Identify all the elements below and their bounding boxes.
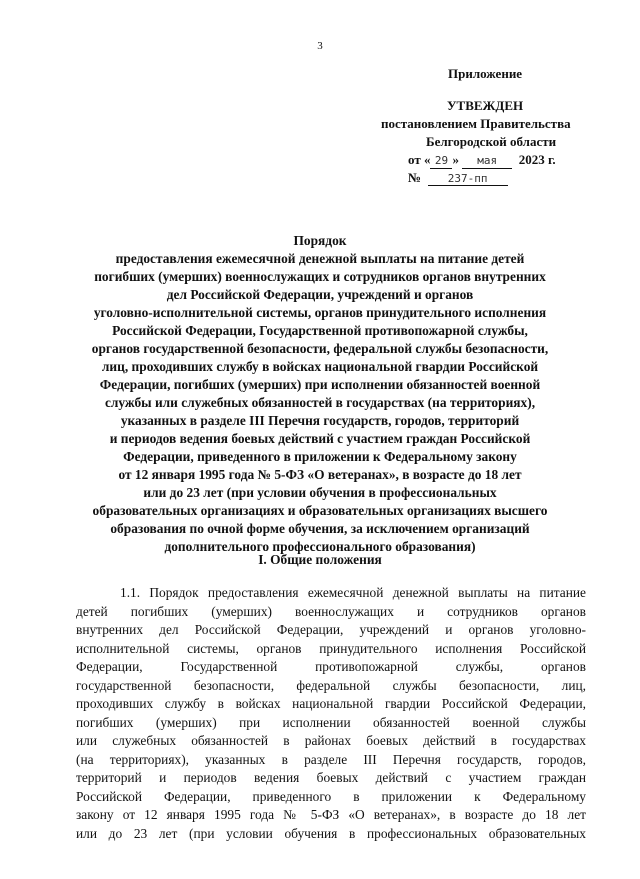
paragraph-1-1 xyxy=(76,584,586,843)
by-resolution-label: постановлением Правительства xyxy=(381,116,571,131)
paragraph-line: Российской Федерации, приведенного в приложении к Федеральному xyxy=(76,788,586,804)
title-line: образовательных организациях и образовательных организациях высшего xyxy=(92,503,548,518)
date-prefix: от « xyxy=(408,152,431,167)
title-line: Федерации, приведенного в приложении к Федеральному закону xyxy=(123,449,517,464)
region-label: Белгородской области xyxy=(426,134,557,149)
title-line: образования по очной форме обучения, за исключением организаций xyxy=(110,521,530,536)
paragraph-line: исполнительной системы, органов принудительного исполнения Российской xyxy=(76,640,586,656)
appendix-label: Приложение xyxy=(448,66,523,81)
approval-date xyxy=(408,152,556,169)
number-handwritten: 237-пп xyxy=(428,172,508,186)
approval-number xyxy=(408,170,508,186)
title-line: уголовно-исполнительной системы, органов принудительного исполнения xyxy=(93,305,547,320)
title-line: дополнительного профессионального образования) xyxy=(164,539,476,554)
title-line: службы или служебных обязанностей в государствах (на территориях), xyxy=(104,395,536,410)
paragraph-line: внутренних дел Российской Федерации, учреждений и органов уголовно- xyxy=(76,622,586,637)
page-number: 3 xyxy=(317,40,323,52)
section-heading: I. Общие положения xyxy=(258,552,382,567)
title-line: предоставления ежемесячной денежной выплаты на питание детей xyxy=(115,251,525,266)
paragraph-line: детей погибших (умерших) военнослужащих и сотрудников органов xyxy=(76,603,586,619)
date-mid: » xyxy=(452,152,459,167)
paragraph-line: закону от 12 января 1995 года № 5-ФЗ «О ветеранах», в возрасте до 18 лет xyxy=(76,807,586,822)
title-line: Российской Федерации, Государственной противопожарной службы, xyxy=(112,323,528,338)
paragraph-line: 1.1. Порядок предоставления ежемесячной денежной выплаты на питание xyxy=(120,585,586,600)
paragraph-line: Федерации, Государственной противопожарной службы, органов xyxy=(76,659,586,674)
paragraph-line: государственной безопасности, федеральной службы безопасности, лиц, xyxy=(76,677,586,693)
title-line: Федерации, погибших (умерших) при исполнении обязанностей военной xyxy=(99,377,541,392)
title-line: и периодов ведения боевых действий с участием граждан Российской xyxy=(109,431,531,446)
title-line: дел Российской Федерации, учреждений и органов xyxy=(166,287,474,302)
title-line: погибших (умерших) военнослужащих и сотрудников органов внутренних xyxy=(94,269,546,284)
paragraph-line: территорий и периодов ведения боевых действий с участием граждан xyxy=(76,770,586,785)
approved-label: УТВЕЖДЕН xyxy=(447,98,524,113)
paragraph-line: (на территориях), указанных в разделе III Перечня государств, городов, xyxy=(76,751,586,767)
paragraph-line: погибших (умерших) при исполнении обязанностей военной службы xyxy=(76,714,586,730)
paragraph-line: или до 23 лет (при условии обучения в профессиональных образовательных xyxy=(76,825,586,841)
title-line: Порядок xyxy=(293,233,347,248)
title-line: от 12 января 1995 года № 5-ФЗ «О ветеранах», в возрасте до 18 лет xyxy=(118,467,522,482)
date-day-handwritten: 29 xyxy=(434,154,449,167)
title-line: или до 23 лет (при условии обучения в профессиональных xyxy=(143,485,497,500)
paragraph-line: проходивших службу в войсках национальной гвардии Российской Федерации, xyxy=(76,696,586,711)
date-month-handwritten: мая xyxy=(477,154,498,167)
document-title xyxy=(0,232,640,556)
title-line: органов государственной безопасности, федеральной службы безопасности, xyxy=(91,341,549,356)
title-line: указанных в разделе III Перечня государств, городов, территорий xyxy=(120,413,520,428)
title-line: лиц, проходивших службу в войсках национальной гвардии Российской xyxy=(101,359,539,374)
date-year: 2023 г. xyxy=(518,152,556,167)
number-prefix: № xyxy=(408,170,422,185)
paragraph-line: или служебных обязанностей в районах боевых действий в государствах xyxy=(76,733,586,748)
